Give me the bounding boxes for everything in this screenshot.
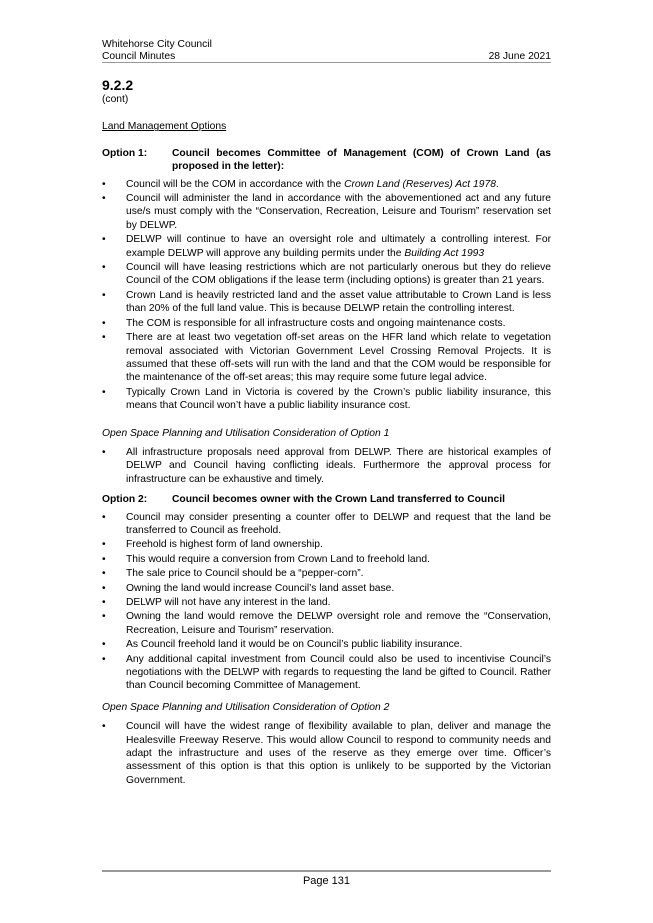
list-item: • Owning the land would increase Council’s land asset base.: [102, 582, 551, 595]
list-item: • Council will have leasing restrictions which are not particularly onerous but they do relieve Council of the COM obligations if the lease term (including options) is greater than 21 years.: [102, 261, 551, 288]
list-item: • The sale price to Council should be a “pepper-corn”.: [102, 567, 551, 580]
document-page: [102, 38, 551, 787]
option2-consideration-list: [102, 720, 551, 787]
header-doc: Council Minutes: [102, 51, 176, 62]
option1-heading: [102, 147, 551, 174]
option1-list: [102, 178, 551, 413]
option1-label: Option 1:: [102, 147, 148, 159]
option2-label: Option 2:: [102, 494, 148, 506]
option1-consideration-heading: Open Space Planning and Utilisation Consideration of Option 1: [102, 427, 390, 439]
list-item: • Any additional capital investment from Council could also be used to incentivise Council’s negotiations with the DELWP with regards to requesting the land be gifted to Council. Rather than Council becoming Committee of Management.: [102, 653, 551, 693]
header-org: Whitehorse City Council: [102, 39, 212, 50]
list-item: • As Council freehold land it would be on Council’s public liability insurance.: [102, 638, 551, 651]
section-cont: (cont): [102, 94, 129, 105]
page-header: [102, 38, 551, 63]
list-item: • DELWP will not have any interest in the land.: [102, 596, 551, 609]
list-item: • The COM is responsible for all infrastructure costs and ongoing maintenance costs.: [102, 317, 551, 330]
list-item: • Council will be the COM in accordance with the Crown Land (Reserves) Act 1978.: [102, 178, 551, 191]
page-footer: [102, 870, 551, 888]
list-item: • There are at least two vegetation off-set areas on the HFR land which relate to vegetation removal associated with Victorian Government Level Crossing Removal Projects. It is assumed that these off-sets will run with the land and that the COM would be responsible for the maintenance of the off-set areas; this may require some future legal advice.: [102, 331, 551, 385]
list-item: • Council may consider presenting a counter offer to DELWP and request that the land be transferred to Council as freehold.: [102, 511, 551, 538]
list-item: • DELWP will continue to have an oversight role and ultimately a controlling interest. For example DELWP will approve any building permits under the Building Act 1993: [102, 233, 551, 260]
list-item: • Council will administer the land in accordance with the abovementioned act and any future use/s must comply with the “Conservation, Recreation, Leisure and Tourism” reservation set by DELWP.: [102, 192, 551, 232]
list-item: • Council will have the widest range of flexibility available to plan, deliver and manage the Healesville Freeway Reserve. This would allow Council to respond to community needs and adapt the infrastructure and uses of the reserve as they emerge over time. Officer’s assessment of this option is that this option is unlikely to be supported by the Victorian Government.: [102, 720, 551, 787]
option2-title: Council becomes owner with the Crown Land transferred to Council: [172, 494, 505, 506]
list-item: • Freehold is highest form of land ownership.: [102, 538, 551, 551]
page-number: Page 131: [302, 875, 351, 887]
header-date: 28 June 2021: [488, 51, 551, 62]
section-number: 9.2.2: [102, 77, 134, 93]
option1-consideration-list: [102, 446, 551, 486]
option2-consideration-heading: Open Space Planning and Utilisation Consideration of Option 2: [102, 701, 390, 713]
list-item: • Crown Land is heavily restricted land and the asset value attributable to Crown Land is less than 20% of the full land value. This is because DELWP retain the controlling interest.: [102, 289, 551, 316]
list-item: • This would require a conversion from Crown Land to freehold land.: [102, 553, 551, 566]
option1-title: Council becomes Committee of Management (COM) of Crown Land (as proposed in the letter):: [172, 147, 551, 173]
option2-heading: [102, 493, 551, 506]
list-item: • Typically Crown Land in Victoria is covered by the Crown’s public liability insurance, this means that Council won’t have a public liability insurance cost.: [102, 386, 551, 413]
option2-list: [102, 511, 551, 693]
list-item: • Owning the land would remove the DELWP oversight role and remove the “Conservation, Recreation, Leisure and Tourism” reservation.: [102, 610, 551, 637]
subheading: Land Management Options: [102, 121, 227, 133]
list-item: • All infrastructure proposals need approval from DELWP. There are historical examples of DELWP and Council having conflicting ideals. Furthermore the approval process for infrastructure can be exhaustive and timely.: [102, 446, 551, 486]
